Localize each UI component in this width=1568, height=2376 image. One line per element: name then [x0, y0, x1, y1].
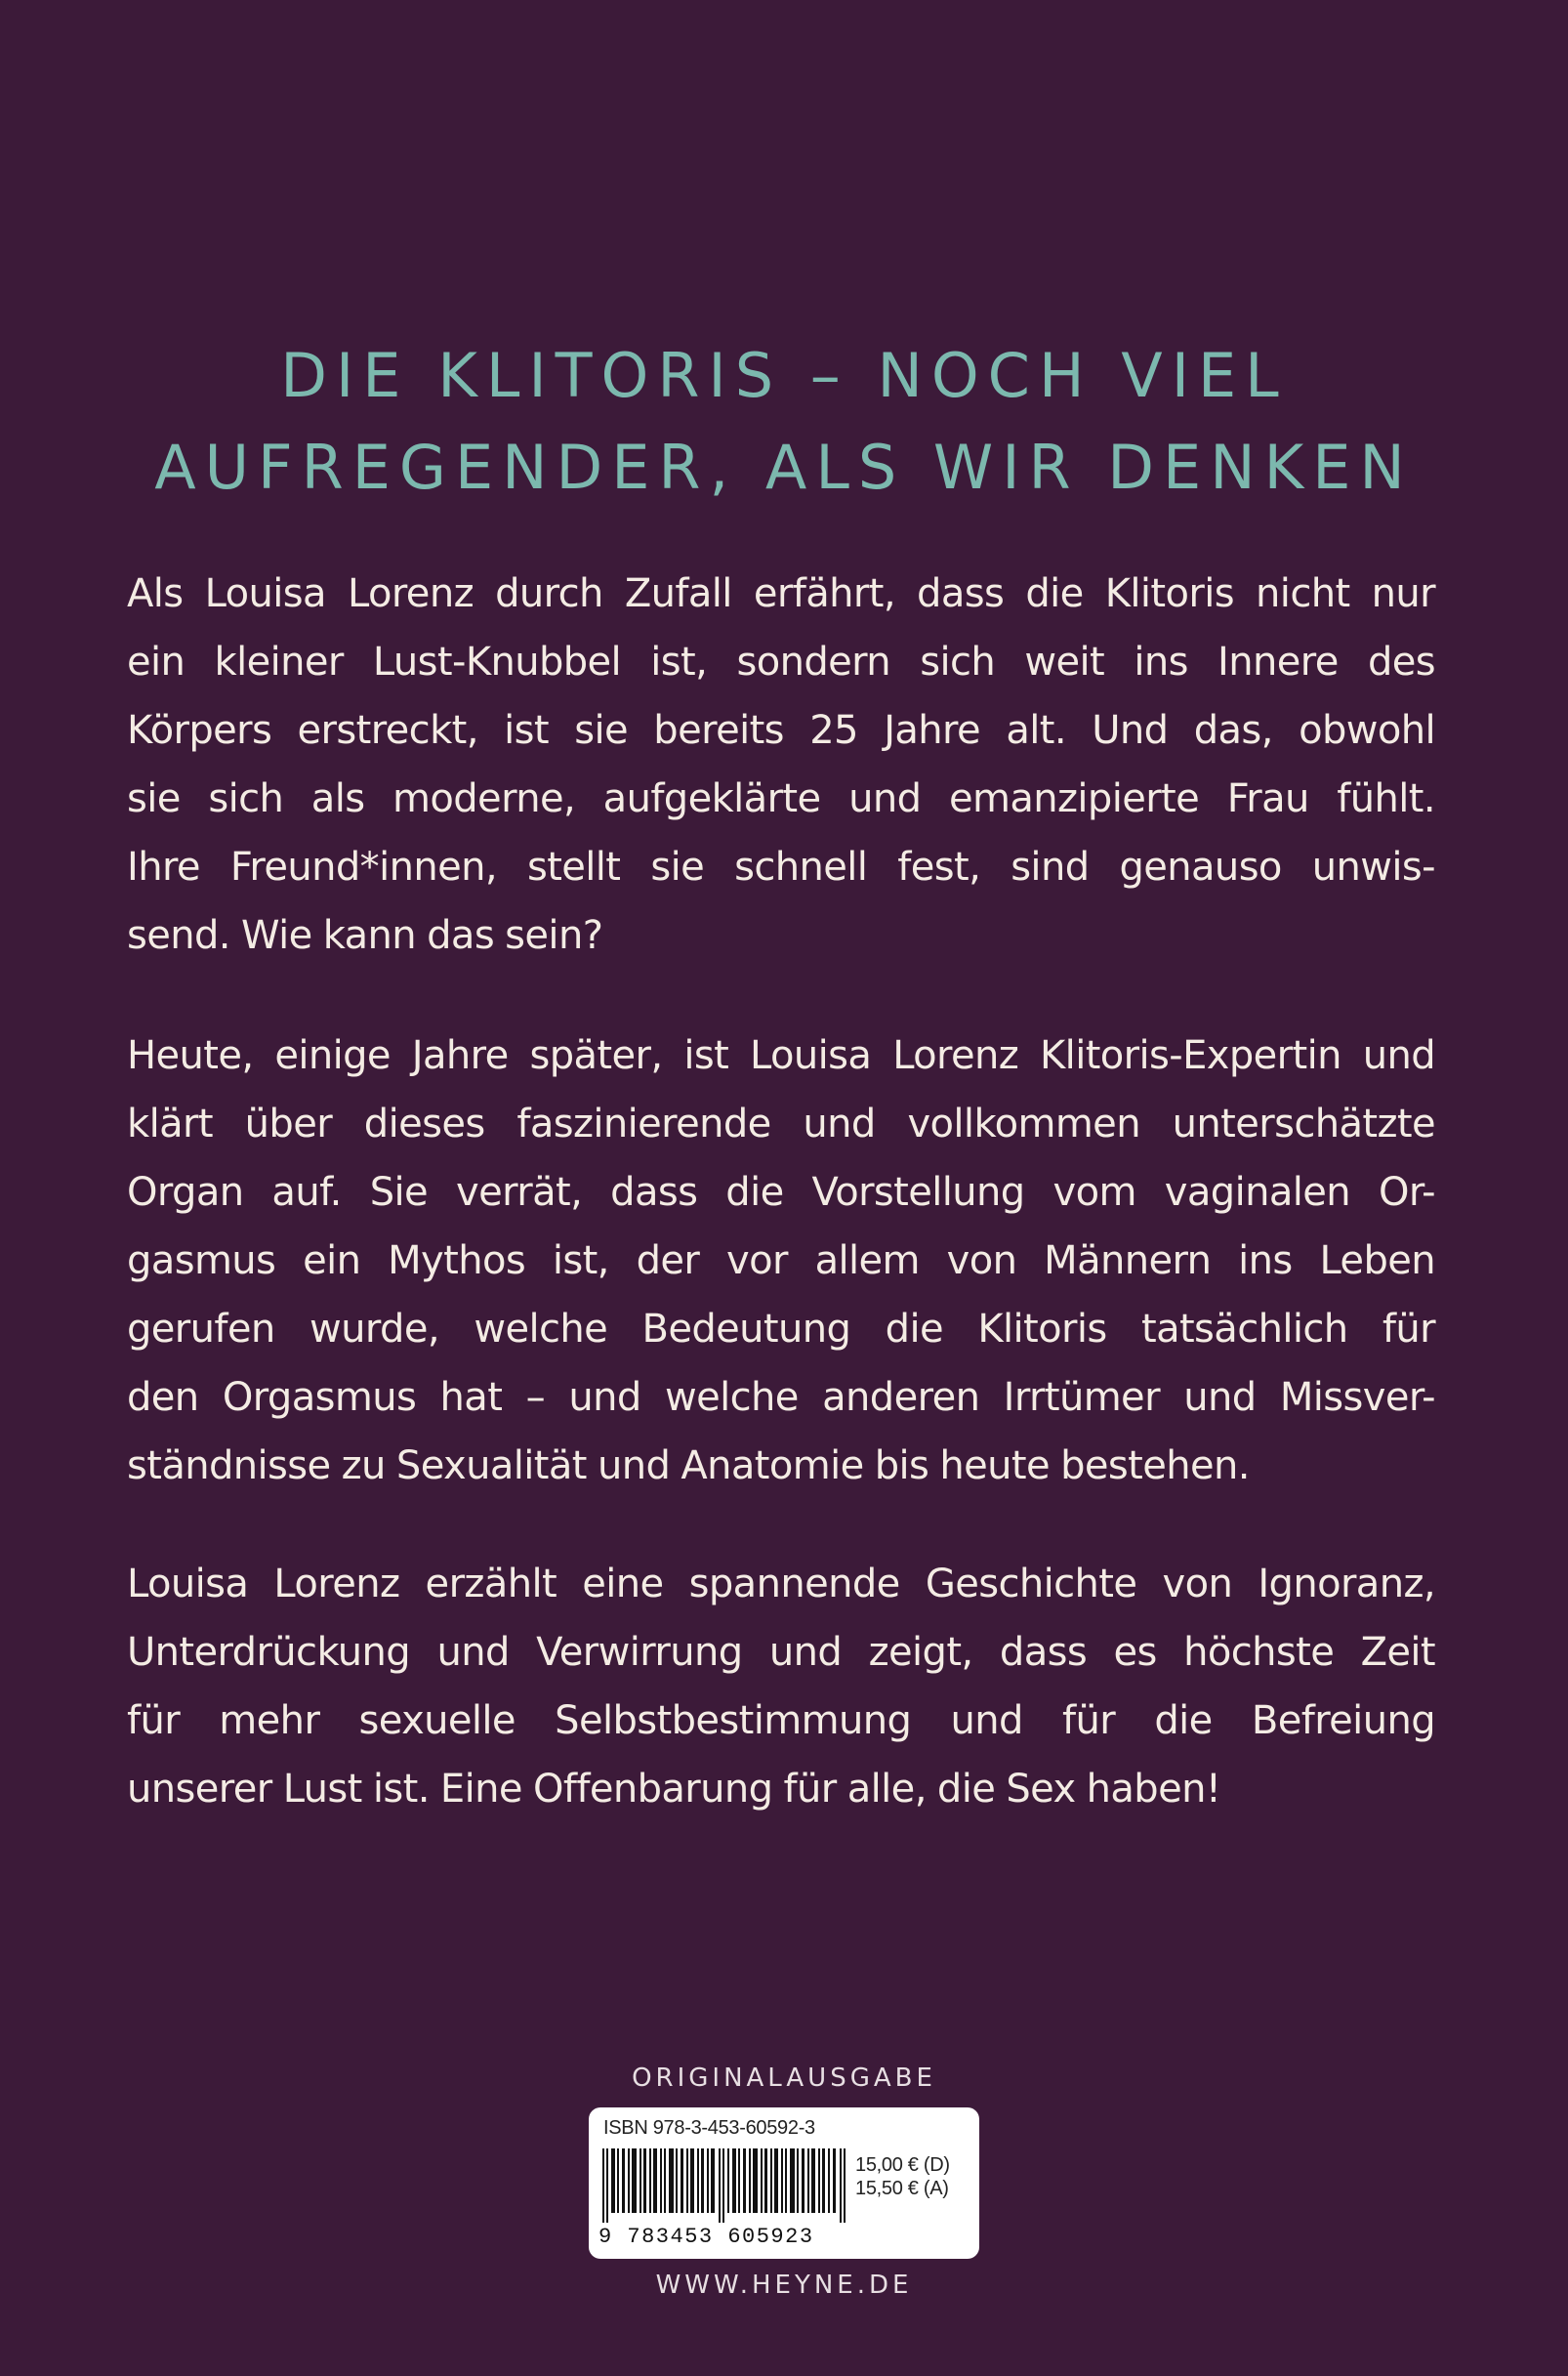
text-line: den Orgasmus hat – und welche anderen Irrtümer und Missver- — [127, 1375, 1435, 1420]
edition-label: ORIGINALAUSGABE — [632, 2063, 936, 2093]
text-line: unserer Lust ist. Eine Offenbarung für alle, die Sex haben! — [127, 1767, 1221, 1812]
blurb-paragraph-2 — [127, 1021, 1435, 1500]
text-line: ständnisse zu Sexualität und Anatomie bis heute bestehen. — [127, 1443, 1250, 1488]
text-line: Körpers erstreckt, ist sie bereits 25 Jahre alt. Und das, obwohl — [127, 708, 1435, 753]
headline-line-2: AUFREGENDER, ALS WIR DENKEN — [154, 432, 1414, 503]
text-line: Unterdrückung und Verwirrung und zeigt, dass es höchste Zeit — [127, 1630, 1435, 1675]
text-line: ein kleiner Lust-Knubbel ist, sondern sich weit ins Innere des — [127, 640, 1435, 685]
text-line: Organ auf. Sie verrät, dass die Vorstellung vom vaginalen Or- — [127, 1170, 1435, 1215]
text-line: gerufen wurde, welche Bedeutung die Klitoris tatsächlich für — [127, 1307, 1435, 1352]
barcode-icon — [602, 2148, 846, 2223]
text-line: klärt über dieses faszinierende und vollkommen unterschätzte — [127, 1102, 1435, 1146]
isbn-text: ISBN 978-3-453-60592-3 — [603, 2117, 815, 2139]
text-line: sie sich als moderne, aufgeklärte und emanzipierte Frau fühlt. — [127, 776, 1435, 821]
publisher-website: WWW.HEYNE.DE — [655, 2271, 913, 2300]
blurb-paragraph-1 — [127, 560, 1435, 970]
text-line: für mehr sexuelle Selbstbestimmung und für die Befreiung — [127, 1698, 1435, 1743]
barcode-label — [589, 2107, 979, 2259]
text-line: Ihre Freund*innen, stellt sie schnell fest, sind genauso unwis- — [127, 845, 1435, 890]
text-line: Als Louisa Lorenz durch Zufall erfährt, dass die Klitoris nicht nur — [127, 571, 1435, 616]
text-line: Heute, einige Jahre später, ist Louisa Lorenz Klitoris-Expertin und — [127, 1033, 1435, 1078]
text-line: Louisa Lorenz erzählt eine spannende Geschichte von Ignoranz, — [127, 1562, 1435, 1606]
text-line: send. Wie kann das sein? — [127, 913, 603, 958]
headline — [0, 330, 1568, 514]
text-line: gasmus ein Mythos ist, der vor allem von Männern ins Leben — [127, 1238, 1435, 1283]
price-austria: 15,50 € (A) — [855, 2178, 949, 2199]
blurb-paragraph-3 — [127, 1550, 1435, 1823]
headline-line-1: DIE KLITORIS – NOCH VIEL — [280, 340, 1288, 411]
barcode-digits: 9 783453 605923 — [598, 2225, 814, 2249]
price-germany: 15,00 € (D) — [855, 2154, 950, 2176]
